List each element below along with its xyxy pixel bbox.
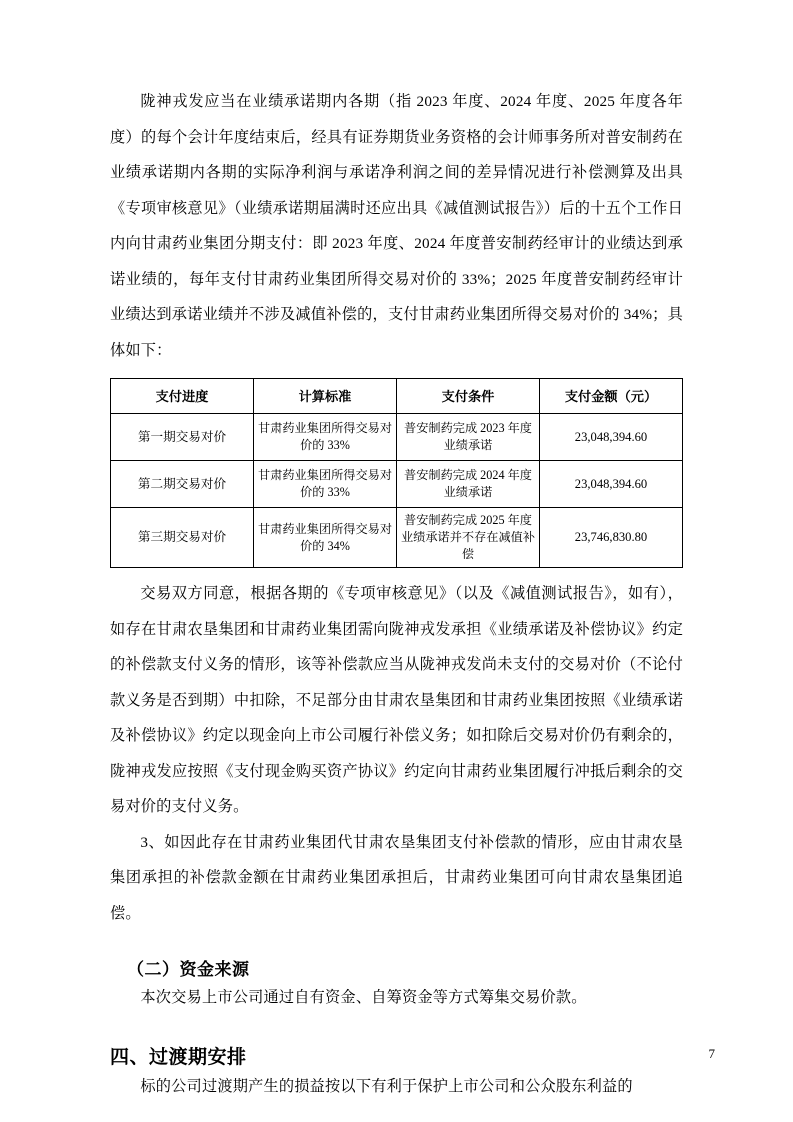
- table-cell-stage: 第三期交易对价: [111, 508, 254, 568]
- table-cell-standard: 甘肃药业集团所得交易对价的 33%: [254, 461, 397, 508]
- table-row: [111, 508, 683, 568]
- table-header-standard: 计算标准: [254, 379, 397, 414]
- table-header-stage: 支付进度: [111, 379, 254, 414]
- table-header-row: [111, 379, 683, 414]
- table-cell-standard: 甘肃药业集团所得交易对价的 33%: [254, 414, 397, 461]
- table-header-amount: 支付金额（元）: [540, 379, 683, 414]
- table-cell-condition: 普安制药完成 2024 年度业绩承诺: [397, 461, 540, 508]
- paragraph-recourse: 3、如因此存在甘肃药业集团代甘肃农垦集团支付补偿款的情形，应由甘肃农垦集团承担的补偿款金额在甘肃药业集团承担后，甘肃药业集团可向甘肃农垦集团追偿。: [110, 833, 683, 922]
- page-content: [110, 84, 683, 1104]
- paragraph-payment-schedule: 陇神戎发应当在业绩承诺期内各期（指 2023 年度、2024 年度、2025 年度各年度）的每个会计年度结束后，经具有证券期货业务资格的会计师事务所对普安制药在业绩承诺期内各期的实际净利润与承诺净利润之间的差异情况进行补偿测算及出具《专项审核意见》（业绩承诺期届满时还应出具《减值测试报告》）后的十五个工作日内向甘肃药业集团分期支付：即 2023 年度、2024 年度普安制药经审计的业绩达到承诺业绩的，每年支付甘肃药业集团所得交易对价的 33%；2025 年度普安制药经审计业绩达到承诺业绩并不涉及减值补偿的，支付甘肃药业集团所得交易对价的 34%；具体如下：: [110, 93, 683, 359]
- table-cell-amount: 23,048,394.60: [540, 414, 683, 461]
- payment-schedule-table: [110, 378, 683, 568]
- table-row: [111, 461, 683, 508]
- page-number: 7: [708, 1046, 715, 1061]
- paragraph-compensation-offset: 交易双方同意，根据各期的《专项审核意见》（以及《减值测试报告》，如有），如存在甘肃农垦集团和甘肃药业集团需向陇神戎发承担《业绩承诺及补偿协议》约定的补偿款支付义务的情形，该等补偿款应当从陇神戎发尚未支付的交易对价（不论付款义务是否到期）中扣除，不足部分由甘肃农垦集团和甘肃药业集团按照《业绩承诺及补偿协议》约定以现金向上市公司履行补偿义务；如扣除后交易对价仍有剩余的，陇神戎发应按照《支付现金购买资产协议》约定向甘肃药业集团履行冲抵后剩余的交易对价的支付义务。: [110, 585, 683, 815]
- paragraph-funding-source: 本次交易上市公司通过自有资金、自筹资金等方式筹集交易价款。: [140, 989, 587, 1006]
- table-cell-amount: 23,746,830.80: [540, 508, 683, 568]
- table-cell-stage: 第一期交易对价: [111, 414, 254, 461]
- table-cell-condition: 普安制药完成 2025 年度业绩承诺并不存在减值补偿: [397, 508, 540, 568]
- heading-transition-period: 四、过渡期安排: [110, 1046, 247, 1068]
- table-header-condition: 支付条件: [397, 379, 540, 414]
- table-cell-amount: 23,048,394.60: [540, 461, 683, 508]
- paragraph-transition-period: 标的公司过渡期产生的损益按以下有利于保护上市公司和公众股东利益的: [140, 1077, 633, 1095]
- table-row: [111, 414, 683, 461]
- heading-funding-source: （二）资金来源: [127, 960, 250, 979]
- table-cell-condition: 普安制药完成 2023 年度业绩承诺: [397, 414, 540, 461]
- table-cell-stage: 第二期交易对价: [111, 461, 254, 508]
- payment-table-wrapper: [110, 378, 683, 568]
- table-cell-standard: 甘肃药业集团所得交易对价的 34%: [254, 508, 397, 568]
